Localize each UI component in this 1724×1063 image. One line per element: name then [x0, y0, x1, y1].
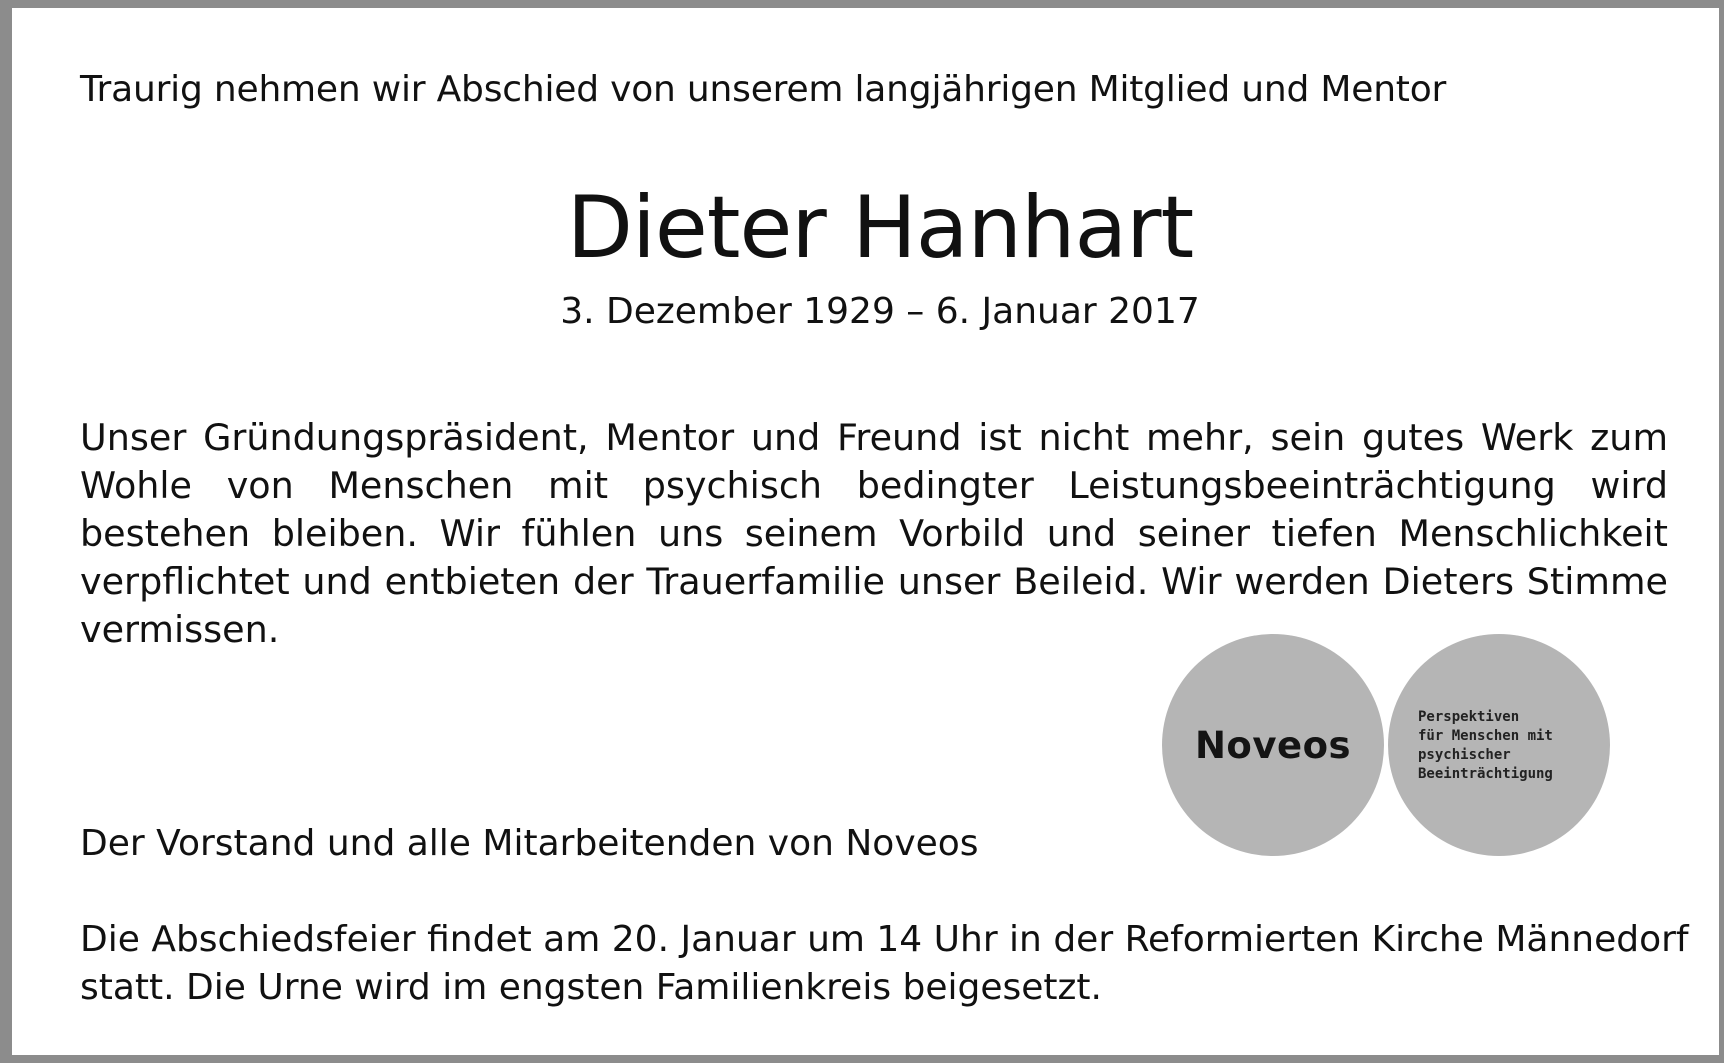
logo-wordmark: Noveos — [1194, 723, 1352, 767]
logo-circle-left — [1162, 634, 1384, 856]
intro-text: Traurig nehmen wir Abschied von unserem langjährigen Mitglied und Mentor — [80, 69, 1447, 110]
tribute-paragraph: Unser Gründungspräsident, Mentor und Freund ist nicht mehr, sein gutes Werk zum Wohle von Menschen mit psychisch bedingter Leistungsbeeinträchtigung wird bestehen bleiben. Wir fühlen uns seinem Vorbild und seiner tiefen Menschlichkeit verpflichtet und entbieten der Trauerfamilie unser Beileid. Wir werden Dieters Stimme vermissen. — [80, 416, 1668, 651]
life-dates: 3. Dezember 1929 – 6. Januar 2017 — [560, 291, 1200, 332]
ceremony-info — [80, 916, 1689, 1012]
signature-line: Der Vorstand und alle Mitarbeitenden von Noveos — [80, 823, 979, 864]
ceremony-line: statt. Die Urne wird im engsten Familienkreis beigesetzt. — [80, 967, 1102, 1008]
noveos-logo — [1162, 634, 1612, 856]
logo-tagline-line: Beeinträchtigung — [1418, 766, 1553, 782]
logo-circle-right — [1388, 634, 1610, 856]
logo-tagline-line: für Menschen mit — [1418, 728, 1553, 744]
logo-tagline-line: psychischer — [1418, 747, 1511, 763]
deceased-name: Dieter Hanhart — [566, 178, 1194, 278]
logo-tagline-line: Perspektiven — [1418, 709, 1520, 725]
logo-tagline — [1418, 708, 1553, 784]
ceremony-line: Die Abschiedsfeier findet am 20. Januar um 14 Uhr in der Reformierten Kirche Männedorf — [80, 919, 1689, 960]
